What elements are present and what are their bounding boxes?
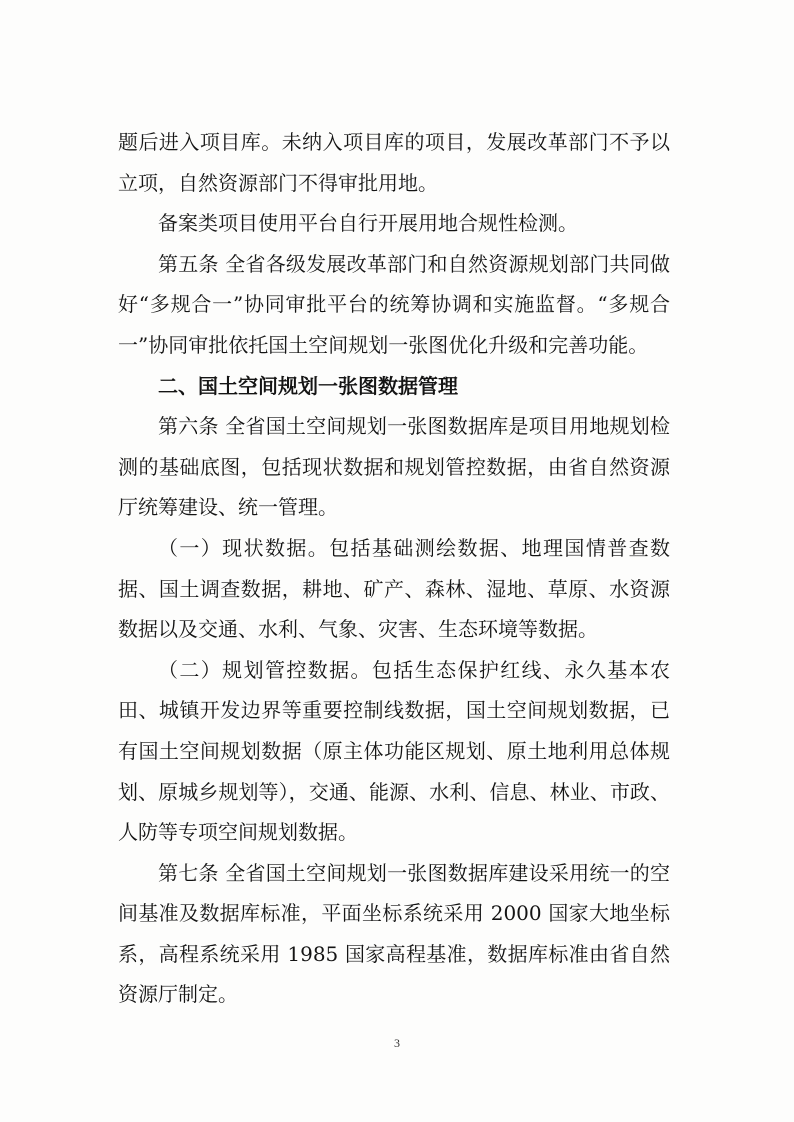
paragraph-continuation: 题后进入项目库。未纳入项目库的项目，发展改革部门不予以立项，自然资源部门不得审批用地。 xyxy=(118,130,670,195)
paragraph-article-5: 第五条 全省各级发展改革部门和自然资源规划部门共同做好“多规合一”协同审批平台的统筹协调和实施监督。“多规合一”协同审批依托国土空间规划一张图优化升级和完善功能。 xyxy=(118,251,670,357)
document-body xyxy=(118,122,670,1015)
paragraph-planning-control-data: （二）规划管控数据。包括生态保护红线、永久基本农田、城镇开发边界等重要控制线数据，国土空间规划数据，已有国土空间规划数据（原主体功能区规划、原土地利用总体规划、原城乡规划等），交通、能源、水利、信息、林业、市政、人防等专项空间规划数据。 xyxy=(118,657,670,845)
page-number: 3 xyxy=(394,1036,400,1050)
paragraph-article-6: 第六条 全省国土空间规划一张图数据库是项目用地规划检测的基础底图，包括现状数据和规划管控数据，由省自然资源厅统筹建设、统一管理。 xyxy=(118,414,670,520)
section-heading-2: 二、国土空间规划一张图数据管理 xyxy=(158,373,458,398)
paragraph-current-data: （一）现状数据。包括基础测绘数据、地理国情普查数据、国土调查数据，耕地、矿产、森林、湿地、草原、水资源数据以及交通、水利、气象、灾害、生态环境等数据。 xyxy=(118,535,670,642)
paragraph-article-7: 第七条 全省国土空间规划一张图数据库建设采用统一的空间基准及数据库标准，平面坐标系统采用 2000 国家大地坐标系，高程系统采用 1985 国家高程基准，数据库标准由省自然资源厅制定。 xyxy=(118,860,670,1007)
paragraph-filing-projects: 备案类项目使用平台自行开展用地合规性检测。 xyxy=(158,211,578,236)
